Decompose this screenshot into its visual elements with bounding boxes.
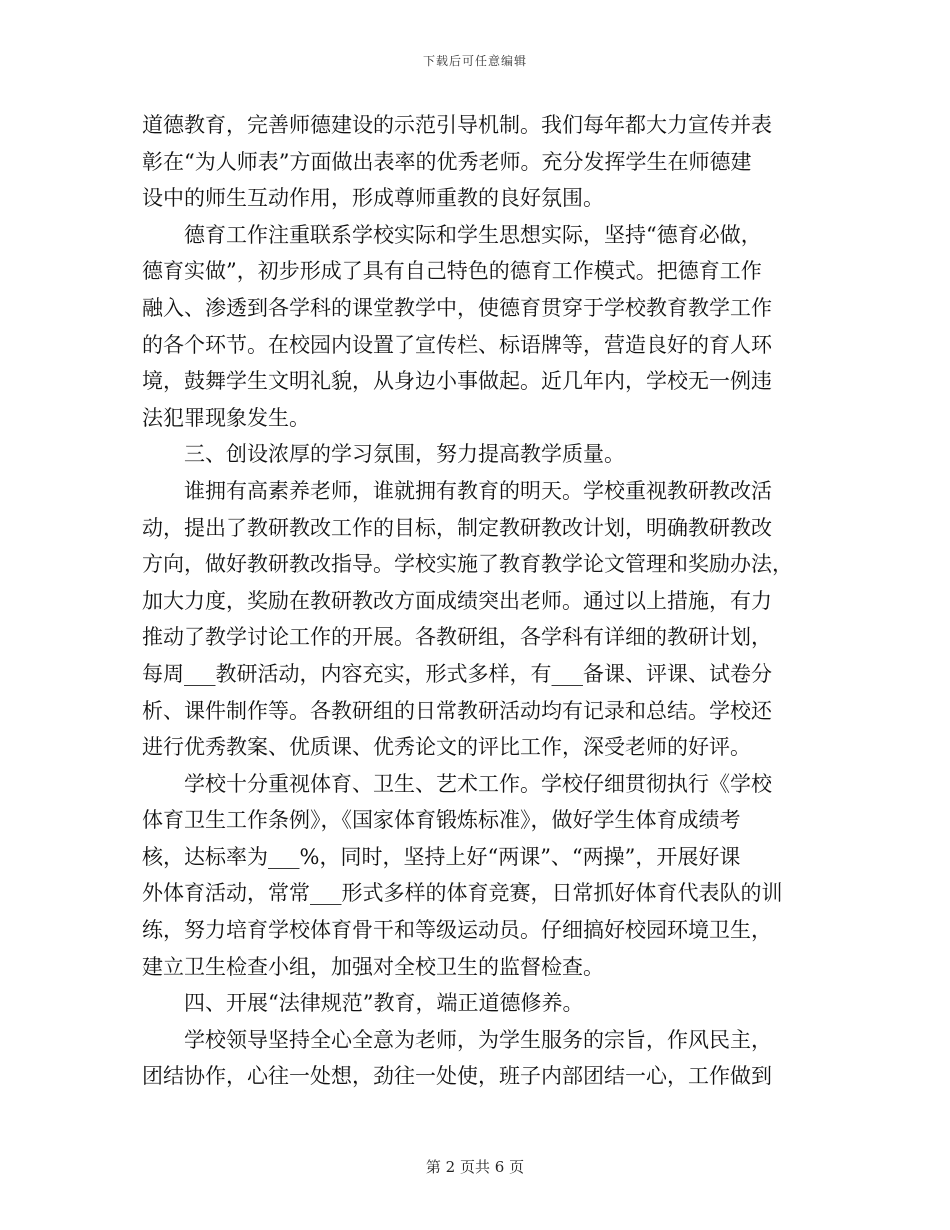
text-line: 动，提出了教研教改工作的目标，制定教研教改计划，明确教研教改 [142, 515, 772, 540]
text-line: 融入、渗透到各学科的课堂教学中，使德育贯穿于学校教育教学工作 [142, 295, 772, 320]
section-heading: 四、开展“法律规范”教育，端正道德修养。 [184, 991, 584, 1016]
text-line: 外体育活动，常常___形式多样的体育竞赛，日常抓好体育代表队的训 [142, 881, 783, 906]
text-line: 彰在“为人师表”方面做出表率的优秀老师。充分发挥学生在师德建 [142, 149, 752, 174]
text-line: 学校十分重视体育、卫生、艺术工作。学校仔细贯彻执行《学校 [184, 771, 772, 796]
text-line: 法犯罪现象发生。 [142, 405, 310, 430]
section-heading: 三、创设浓厚的学习氛围，努力提高教学质量。 [184, 442, 625, 467]
text-line: 德育实做”，初步形成了具有自己特色的德育工作模式。把德育工作 [142, 259, 762, 284]
text-line: 建立卫生检查小组，加强对全校卫生的监督检查。 [142, 954, 604, 979]
paragraph-5 [142, 766, 810, 986]
text-line: 体育卫生工作条例》，《国家体育锻炼标准》，做好学生体育成绩考 [142, 808, 741, 833]
text-line: 练，努力培育学校体育骨干和等级运动员。仔细搞好校园环境卫生， [142, 918, 772, 943]
paragraph-6 [142, 1022, 810, 1095]
text-line: 的各个环节。在校园内设置了宣传栏、标语牌等，营造良好的育人环 [142, 332, 772, 357]
text-line: 道德教育，完善师德建设的示范引导机制。我们每年都大力宣传并表 [142, 113, 772, 137]
paragraph-1 [142, 107, 810, 217]
text-line: 加大力度，奖励在教研教改方面成绩突出老师。通过以上措施，有力 [142, 588, 772, 613]
text-line: 德育工作注重联系学校实际和学生思想实际，坚持“德育必做， [184, 222, 762, 247]
text-line: 核，达标率为___%，同时，坚持上好“两课”、“两操”，开展好课 [142, 844, 741, 869]
text-line: 方向，做好教研教改指导。学校实施了教育教学论文管理和奖励办法， [142, 552, 793, 577]
page-header: 下载后可任意编辑 [422, 54, 527, 68]
section-heading-3 [142, 436, 810, 473]
text-line: 析、课件制作等。各教研组的日常教研活动均有记录和总结。学校还 [142, 698, 772, 723]
text-line: 进行优秀教案、优质课、优秀论文的评比工作，深受老师的好评。 [142, 735, 751, 760]
text-line: 设中的师生互动作用，形成尊师重教的良好氛围。 [142, 186, 604, 211]
text-line: 团结协作，心往一处想，劲往一处使，班子内部团结一心，工作做到 [142, 1064, 772, 1089]
paragraph-4 [142, 473, 810, 766]
text-line: 学校领导坚持全心全意为老师，为学生服务的宗旨，作风民主， [184, 1027, 772, 1052]
text-line: 境，鼓舞学生文明礼貌，从身边小事做起。近几年内，学校无一例违 [142, 369, 772, 394]
text-line: 推动了教学讨论工作的开展。各教研组，各学科有详细的教研计划， [142, 625, 772, 650]
text-line: 每周___教研活动，内容充实，形式多样，有___备课、评课、试卷分 [142, 661, 772, 686]
page-number: 第 2 页共 6 页 [425, 1158, 525, 1176]
text-line: 谁拥有高素养老师，谁就拥有教育的明天。学校重视教研教改活 [184, 478, 772, 503]
document-body [142, 107, 810, 1095]
section-heading-4 [142, 985, 810, 1022]
paragraph-2 [142, 217, 810, 437]
